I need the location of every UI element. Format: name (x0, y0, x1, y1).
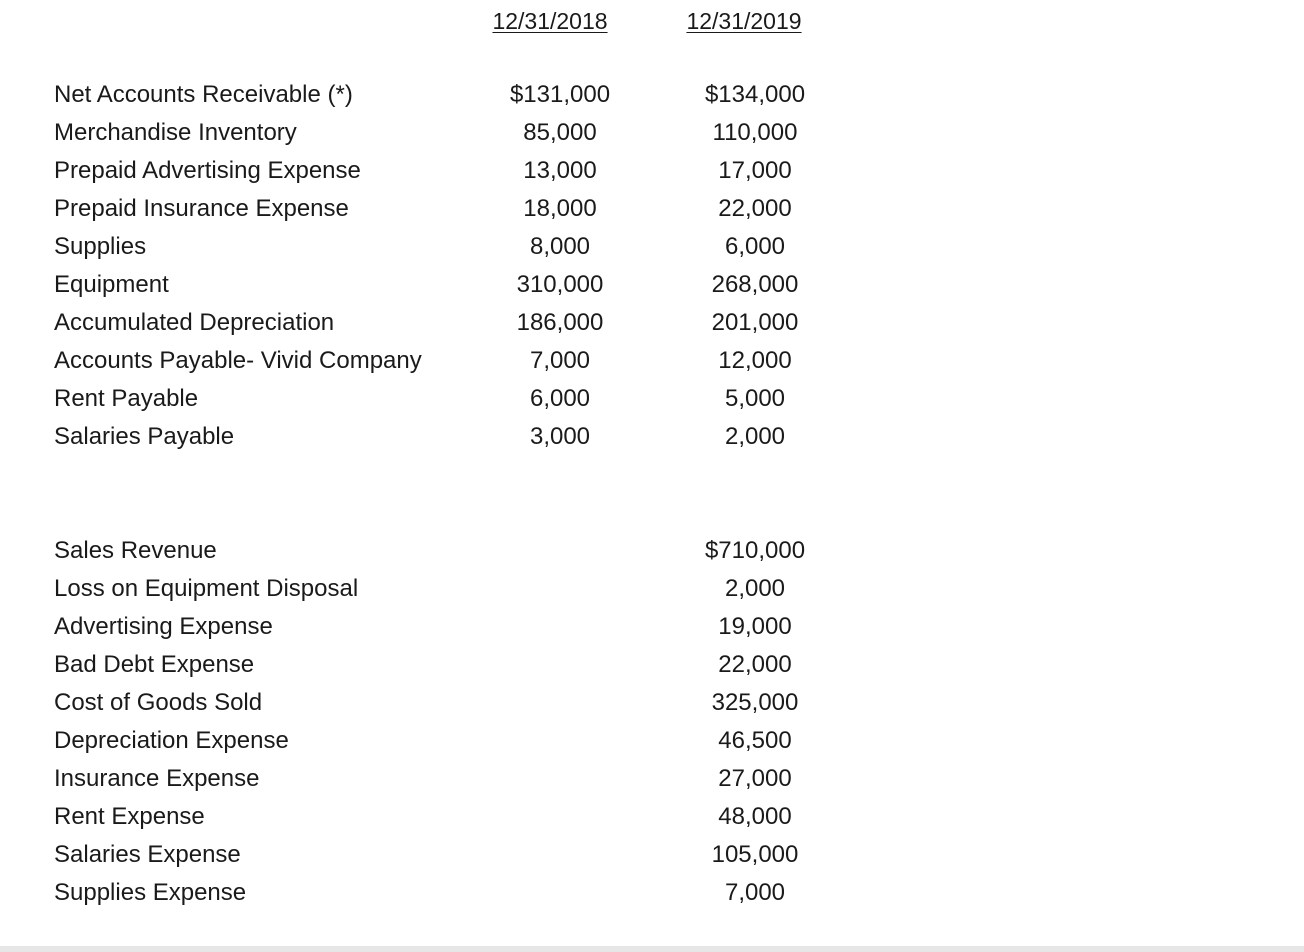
value-2019: 22,000 (718, 195, 792, 222)
value-2019: 6,000 (724, 233, 786, 260)
value-2018: 6,000 (529, 385, 591, 412)
row-label: Loss on Equipment Disposal (54, 575, 359, 602)
value-2019: 48,000 (718, 803, 792, 830)
value-2019: 5,000 (724, 385, 786, 412)
row-label: Rent Payable (54, 385, 199, 412)
row-label: Rent Expense (54, 803, 205, 830)
row-label: Prepaid Insurance Expense (54, 195, 349, 222)
value-2019: 22,000 (718, 651, 792, 678)
value-2019: $710,000 (704, 537, 806, 564)
table-row (0, 152, 1304, 190)
table-row (0, 418, 1304, 456)
column-header-2019: 12/31/2019 (686, 8, 802, 34)
table-row (0, 836, 1304, 874)
table-row (0, 570, 1304, 608)
table-row (0, 760, 1304, 798)
row-label: Insurance Expense (54, 765, 260, 792)
column-header-2018: 12/31/2018 (492, 8, 608, 34)
value-2018: 3,000 (529, 423, 591, 450)
table-row (0, 380, 1304, 418)
value-2019: 46,500 (718, 727, 792, 754)
value-2019: 7,000 (724, 879, 786, 906)
value-2019: 105,000 (711, 841, 799, 868)
table-row (0, 532, 1304, 570)
table-row (0, 114, 1304, 152)
value-2018: 186,000 (516, 309, 604, 336)
row-label: Equipment (54, 271, 169, 298)
value-2018: 18,000 (523, 195, 597, 222)
table-row (0, 342, 1304, 380)
row-label: Merchandise Inventory (54, 119, 297, 146)
table-row (0, 76, 1304, 114)
value-2018: 13,000 (523, 157, 597, 184)
value-2019: 325,000 (711, 689, 799, 716)
balance-sheet-section (0, 76, 1304, 456)
value-2019: 27,000 (718, 765, 792, 792)
income-statement-section (0, 532, 1304, 912)
row-label: Prepaid Advertising Expense (54, 157, 361, 184)
value-2018: 85,000 (523, 119, 597, 146)
value-2019: 268,000 (711, 271, 799, 298)
column-header-row (0, 4, 1304, 36)
table-row (0, 304, 1304, 342)
value-2018: 310,000 (516, 271, 604, 298)
bottom-scroll-edge (0, 946, 1304, 952)
value-2019: 110,000 (712, 119, 798, 146)
row-label: Salaries Expense (54, 841, 241, 868)
value-2019: 17,000 (718, 157, 792, 184)
row-label: Supplies (54, 233, 147, 260)
table-row (0, 798, 1304, 836)
row-label: Supplies Expense (54, 879, 247, 906)
row-label: Sales Revenue (54, 537, 217, 564)
table-row (0, 646, 1304, 684)
table-row (0, 190, 1304, 228)
value-2019: 2,000 (724, 423, 786, 450)
value-2018: $131,000 (509, 81, 611, 108)
row-label: Accumulated Depreciation (54, 309, 335, 336)
table-row (0, 874, 1304, 912)
value-2019: 12,000 (718, 347, 792, 374)
table-row (0, 266, 1304, 304)
table-row (0, 608, 1304, 646)
value-2018: 7,000 (529, 347, 591, 374)
row-label: Cost of Goods Sold (54, 689, 263, 716)
table-row (0, 684, 1304, 722)
row-label: Depreciation Expense (54, 727, 289, 754)
row-label: Accounts Payable- Vivid Company (54, 347, 422, 374)
table-row (0, 228, 1304, 266)
row-label: Advertising Expense (54, 613, 273, 640)
row-label: Net Accounts Receivable (*) (54, 81, 353, 108)
value-2019: $134,000 (704, 81, 806, 108)
value-2019: 19,000 (718, 613, 792, 640)
value-2018: 8,000 (529, 233, 591, 260)
row-label: Salaries Payable (54, 423, 235, 450)
value-2019: 2,000 (724, 575, 786, 602)
table-row (0, 722, 1304, 760)
value-2019: 201,000 (711, 309, 799, 336)
row-label: Bad Debt Expense (54, 651, 255, 678)
